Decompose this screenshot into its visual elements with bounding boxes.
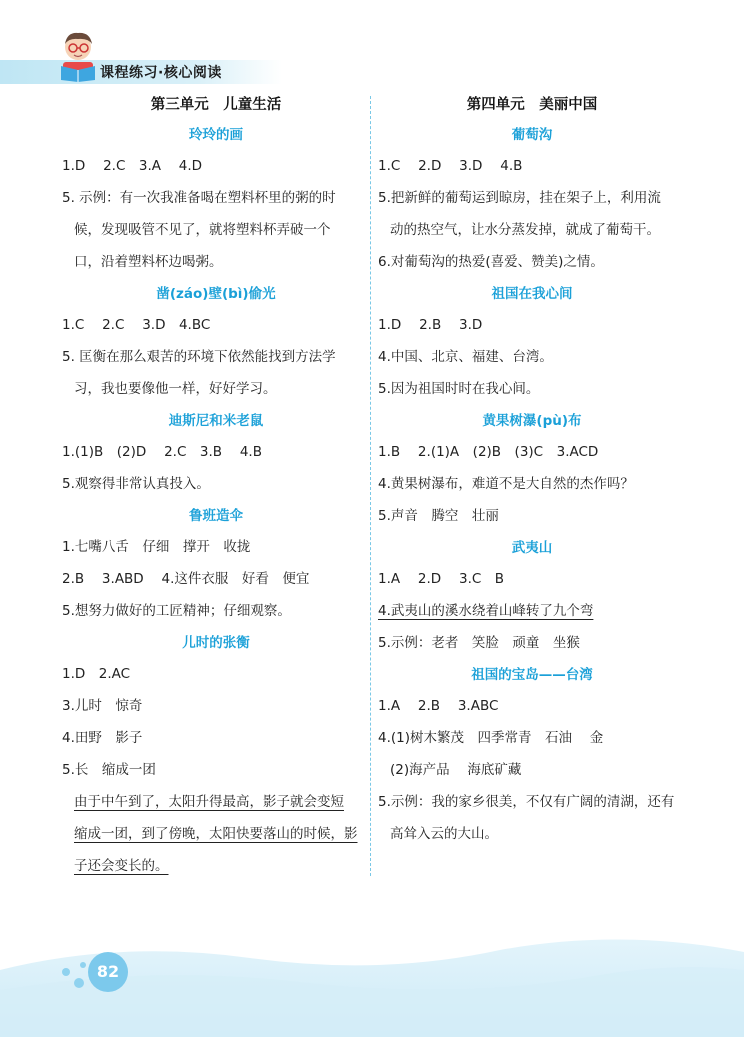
decor-dot — [74, 978, 84, 988]
answer-line: 5. 示例：有一次我准备喝在塑料杯里的粥的时 — [62, 190, 336, 206]
mascot-reading-icon — [55, 30, 101, 82]
answer-line: 1.D 2.B 3.D — [378, 317, 483, 333]
answer-line: 5.观察得非常认真投入。 — [62, 476, 210, 492]
section-title: 祖国的宝岛——台湾 — [471, 667, 593, 683]
answer-line: 1.D 2.C 3.A 4.D — [62, 158, 203, 174]
answer-line: 1.C 2.C 3.D 4.BC — [62, 317, 211, 333]
answer-line: 6.对葡萄沟的热爱(喜爱、赞美)之情。 — [378, 254, 604, 270]
page-number-badge: 82 — [88, 952, 128, 992]
column-divider — [370, 96, 371, 876]
answer-line: 5. 匡衡在那么艰苦的环境下依然能找到方法学 — [62, 349, 336, 365]
right-column — [378, 92, 686, 855]
answer-line: 5.长 缩成一团 — [62, 762, 156, 778]
section-title: 葡萄沟 — [511, 127, 553, 143]
answer-paragraph — [62, 791, 370, 877]
underlined-line: 由于中午到了，太阳升得最高，影子就会变短 — [74, 794, 344, 810]
answer-line: 4.黄果树瀑布，难道不是大自然的杰作吗？ — [378, 476, 634, 492]
section-title: 武夷山 — [511, 540, 553, 556]
section-title: 祖国在我心间 — [491, 286, 573, 302]
unit-title-4: 第四单元 美丽中国 — [466, 97, 598, 113]
answer-line: 候，发现吸管不见了，就将塑料杯弄破一个 — [74, 222, 331, 238]
section-title: 鲁班造伞 — [189, 508, 243, 524]
section-title: 凿(záo)壁(bì)偷光 — [156, 286, 276, 302]
answer-line: 1.A 2.D 3.C B — [378, 571, 505, 587]
answer-line: 2.B 3.ABD 4.这件衣服 好看 便宜 — [62, 571, 310, 587]
section-title: 黄果树瀑(pù)布 — [482, 413, 582, 429]
decor-dot — [80, 962, 86, 968]
header-title: 课程练习·核心阅读 — [100, 65, 222, 81]
answer-line: 5.示例：老者 笑脸 顽童 坐猴 — [378, 635, 580, 651]
answer-line: (2)海产品 海底矿藏 — [390, 762, 522, 778]
unit-title-3: 第三单元 儿童生活 — [150, 97, 282, 113]
answer-line: 习，我也要像他一样，好好学习。 — [74, 381, 277, 397]
section-title: 儿时的张衡 — [182, 635, 250, 651]
answer-line: 5.因为祖国时时在我心间。 — [378, 381, 540, 397]
answer-paragraph — [378, 791, 686, 845]
answer-line: 3.儿时 惊奇 — [62, 698, 143, 714]
answer-line: 4.田野 影子 — [62, 730, 143, 746]
answer-line: 1.C 2.D 3.D 4.B — [378, 158, 523, 174]
answer-line: 口，沿着塑料杯边喝粥。 — [74, 254, 223, 270]
underlined-line: 子还会变长的。 — [74, 858, 169, 874]
answer-line: 1.B 2.(1)A (2)B (3)C 3.ACD — [378, 444, 599, 460]
section-title: 玲玲的画 — [189, 127, 243, 143]
answer-line: 1.A 2.B 3.ABC — [378, 698, 499, 714]
answer-line: 1.七嘴八舌 仔细 撑开 收拢 — [62, 539, 251, 555]
answer-line: 1.D 2.AC — [62, 666, 131, 682]
answer-line: 1.(1)B (2)D 2.C 3.B 4.B — [62, 444, 262, 460]
section-title: 迪斯尼和米老鼠 — [168, 413, 264, 429]
answer-line: 4.(1)树木繁茂 四季常青 石油 金 — [378, 730, 604, 746]
answer-line: 5.声音 腾空 壮丽 — [378, 508, 499, 524]
answer-line: 动的热空气，让水分蒸发掉，就成了葡萄干。 — [390, 222, 660, 238]
answer-line: 5.把新鲜的葡萄运到晾房，挂在架子上，利用流 — [378, 190, 661, 206]
left-column — [62, 92, 370, 887]
answer-paragraph — [378, 187, 686, 241]
decor-dot — [62, 968, 70, 976]
underlined-line: 缩成一团，到了傍晚，太阳快要落山的时候，影 — [74, 826, 358, 842]
answer-paragraph — [62, 346, 370, 400]
answer-line: 4.中国、北京、福建、台湾。 — [378, 349, 553, 365]
answer-line: 高耸入云的大山。 — [390, 826, 498, 842]
answer-line: 5.想努力做好的工匠精神；仔细观察。 — [62, 603, 291, 619]
answer-line: 5.示例：我的家乡很美，不仅有广阔的清湖，还有 — [378, 794, 675, 810]
answer-paragraph — [62, 187, 370, 273]
underlined-line: 4.武夷山的溪水绕着山峰转了九个弯 — [378, 603, 594, 619]
